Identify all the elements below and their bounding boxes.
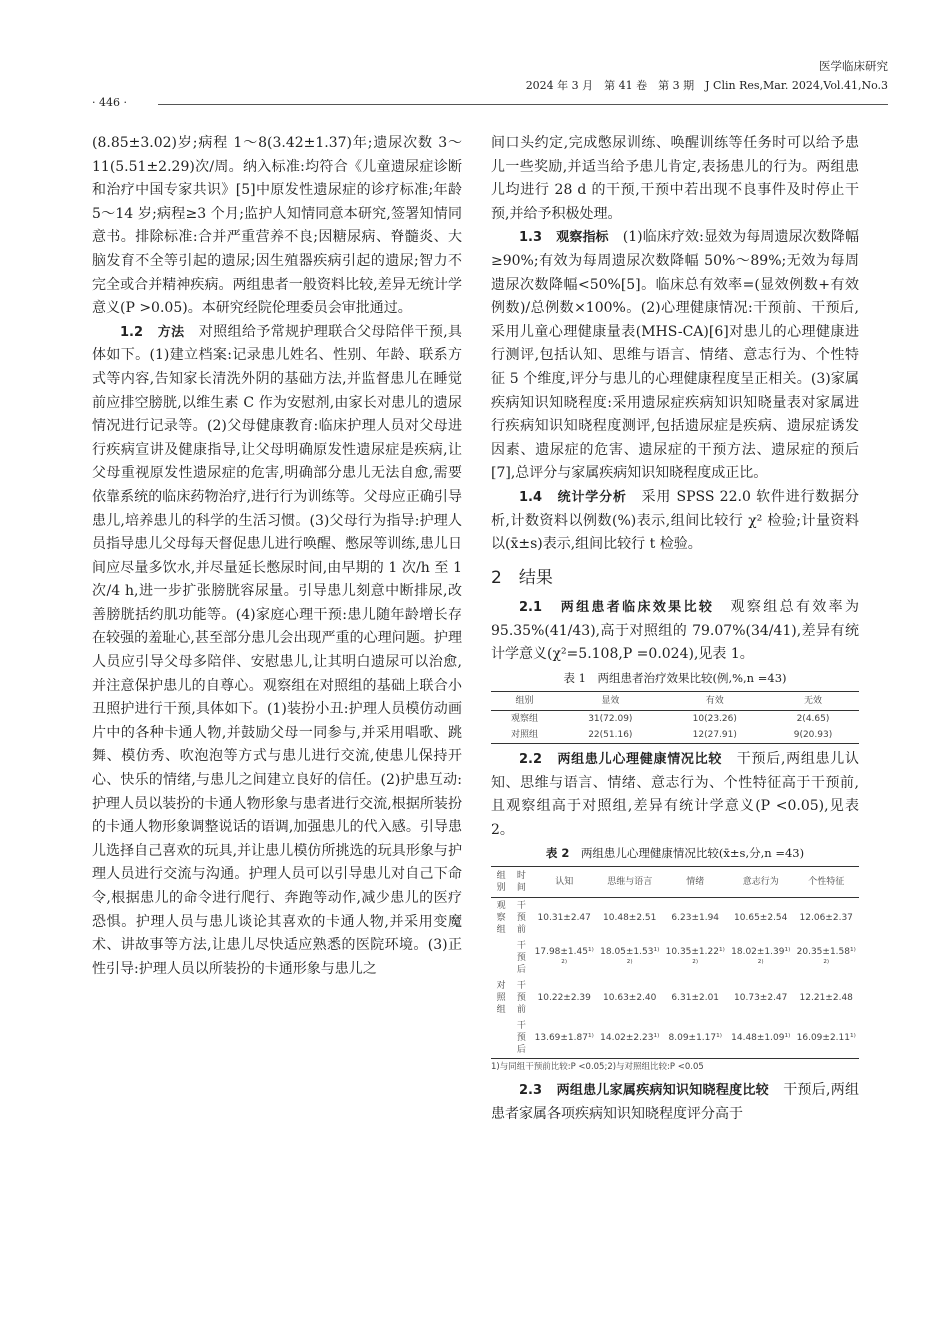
- section-number: 2.3: [519, 1083, 543, 1099]
- running-header: [526, 56, 888, 96]
- page-number: · 446 ·: [92, 96, 127, 109]
- table-cell: 18.05±1.53¹⁾²⁾: [600, 947, 660, 970]
- table-row: [491, 727, 859, 744]
- section-heading: 两组患儿家属疾病知识知晓程度比较: [556, 1083, 769, 1099]
- table-header-cell: 情绪: [662, 867, 728, 898]
- table-cell: 16.09±2.11¹⁾: [793, 1018, 859, 1059]
- table-cell: 10.63±2.40: [603, 993, 657, 1004]
- table-cell: 观察组: [511, 714, 539, 725]
- table-cell: 31(72.09): [588, 714, 633, 725]
- table2: [491, 866, 859, 1059]
- table-cell: 干预前: [516, 901, 526, 936]
- table-header-cell: 无效: [767, 692, 859, 711]
- table-cell: 观察组: [496, 901, 506, 936]
- table-header-cell: 思维与语言: [597, 867, 663, 898]
- table-cell: 17.98±1.45¹⁾²⁾: [534, 947, 594, 970]
- table-cell: 14.48±1.09¹⁾: [728, 1018, 794, 1059]
- methods-text: 对照组给予常规护理联合父母陪伴干预,具体如下。(1)建立档案:记录患儿姓名、性别、年龄、联系方式等内容,告知家长清洗外阴的基础方法,并监督患儿在睡觉前应排空膀胱,以维生素 C 作为安慰剂,由家长对患儿的遗尿情况进行记录等。(2)父母健康教育:临床护理人员对父母进行疾病宣讲及健康指导,让父母明确原发性遗尿症是疾病,让父母重视原发性遗尿症的危害,明确部分患儿无法自愈,需要依靠系统的临床药物治疗,进行行为训练等。父母应正确引导患儿,培养患儿的科学的生活习惯。(3)父母行为指导:护理人员指导患儿父母每天督促患儿进行唤醒、憋尿等训练,患儿日间应尽量多饮水,并尽量延长憋尿时间,由早期的 1 次/h 至 1 次/4 h,进一步扩张膀胱容尿量。引导患儿刻意中断排尿,改善膀胱括约肌功能等。(4)家庭心理干预:患儿随年龄增长存在较强的羞耻心,甚至部分患儿会出现严重的心理问题。护理人员应引导父母多陪伴、安慰患儿,让其明白遗尿可以治愈,并注意保护患儿的自尊心。观察组在对照组的基础上联合小丑照护进行干预,具体如下。(1)装扮小丑:护理人员模仿动画片中的各种卡通人物,并鼓励父母一同参与,并采用唱歌、跳舞、模仿秀、吹泡泡等方式与患儿进行交流,使患儿保持开心、快乐的情绪,与患儿之间建立良好的信任。(2)护患互动:护理人员以装扮的卡通人物形象与患者进行交流,根据所装扮的卡通人物形象调整说话的语调,加强患儿的代入感。引导患儿选择自己喜欢的玩具,并让患儿模仿所挑选的玩具形象与护理人员进行交流与沟通。护理人员可以引导患儿对自己下命令,根据患儿的命令进行爬行、奔跑等动作,减少患儿的医疗恐惧。护理人员与患儿谈论其喜欢的卡通人物,并采用变魔术、讲故事等方法,让患儿尽快适应熟悉的医院环境。(3)正性引导:护理人员以所装扮的卡通形象与患儿之: [92, 323, 463, 977]
- table2-footnote: 1)与同组干预前比较:P <0.05;2)与对照组比较:P <0.05: [491, 1062, 704, 1073]
- section-heading: 统计学分析: [557, 489, 627, 505]
- table-cell: 6.23±1.94: [671, 913, 720, 924]
- table-cell: 对照组: [496, 981, 506, 1016]
- table-row: [491, 938, 859, 978]
- issue-info: 2024 年 3 月 第 41 卷 第 3 期 J Clin Res,Mar. 2024,Vol.41,No.3: [525, 79, 888, 92]
- section-number: 2.2: [519, 752, 543, 768]
- indicators-text: (1)临床疗效:显效为每周遗尿次数降幅≥90%;有效为每周遗尿次数降幅 50%～89%;无效为每周遗尿次数降幅<50%[5]。临床总有效率=(显效例数+有效例数)/总例数×100%。(2)心理健康情况:干预前、干预后,采用儿童心理健康量表(MHS-CA)[6]对患儿的心理健康进行测评,包括认知、思维与语言、情绪、意志行为、个性特征 5 个维度,评分与患儿的心理健康程度呈正相关。(3)家属疾病知识知晓程度:采用遗尿症疾病知识知晓量表对家属进行疾病知识知晓程度测评,包括遗尿症是疾病、遗尿症诱发因素、遗尿症的危害、遗尿症的干预方法、遗尿症的预后[7],总评分与家属疾病知识知晓程度成正比。: [491, 229, 859, 482]
- table2-label: 表 2: [545, 846, 570, 861]
- table-cell: 干预后: [516, 941, 526, 976]
- section-heading: 两组患者临床效果比较: [560, 600, 715, 616]
- table-cell: 12.21±2.48: [799, 993, 853, 1004]
- table-header-cell: 组别: [491, 867, 511, 898]
- right-column: [491, 132, 859, 1127]
- table-cell: 13.69±1.87¹⁾: [531, 1018, 597, 1059]
- table-cell: 2(4.65): [796, 714, 830, 725]
- section-heading: 观察指标: [556, 230, 609, 246]
- table-cell: 18.02±1.39¹⁾²⁾: [731, 947, 791, 970]
- table-row: [491, 1018, 859, 1059]
- table-cell: 10.31±2.47: [537, 913, 591, 924]
- table-cell: 12.06±2.37: [799, 913, 853, 924]
- table-header-row: [491, 867, 859, 898]
- results-heading: 2 结果: [491, 567, 553, 588]
- table-cell: 10.48±2.51: [603, 913, 657, 924]
- section-number: 2.1: [519, 600, 543, 616]
- section-heading: 两组患儿心理健康情况比较: [557, 752, 723, 768]
- table-cell: 10.73±2.47: [734, 993, 788, 1004]
- section-number: 1.3: [519, 230, 543, 246]
- result-2-2-text: 干预后,两组患儿认知、思维与语言、情绪、意志行为、个性特征高于干预前,且观察组高于对照组,差异有统计学意义(P <0.05),见表 2。: [491, 751, 859, 838]
- table-row: [491, 978, 859, 1018]
- paragraph-result-2-2: [491, 748, 859, 842]
- table1-caption: 表 1 两组患者治疗效果比较(例,%,n =43): [563, 671, 787, 686]
- table-row: [491, 711, 859, 728]
- paragraph-result-2-1: [491, 596, 859, 667]
- journal-name: 医学临床研究: [819, 59, 888, 73]
- table-cell: 对照组: [491, 727, 558, 744]
- paragraph-indicators: [491, 226, 859, 486]
- table-cell: 干预前: [516, 981, 526, 1016]
- table-header-cell: 显效: [558, 692, 662, 711]
- table-header-cell: 组别: [491, 692, 558, 711]
- table-cell: 8.09±1.17¹⁾: [662, 1018, 728, 1059]
- table-cell: 12(27.91): [663, 727, 767, 744]
- table-cell: 22(51.16): [558, 727, 662, 744]
- result-2-1-text: 观察组总有效率为 95.35%(41/43),高于对照组的 79.07%(34/41),差异有统计学意义(χ²=5.108,P =0.024),见表 1。: [491, 599, 860, 663]
- table-header-cell: 意志行为: [728, 867, 794, 898]
- paragraph-result-2-3: [491, 1079, 859, 1126]
- table-cell: 20.35±1.58¹⁾²⁾: [796, 947, 856, 970]
- table-cell: 10.65±2.54: [734, 913, 788, 924]
- table-header-row: [491, 692, 859, 711]
- table2-caption: [491, 844, 859, 862]
- table-header-cell: 有效: [663, 692, 767, 711]
- paragraph-methods: [92, 321, 462, 982]
- table-header-cell: 时间: [511, 867, 531, 898]
- section-heading: 方法: [157, 324, 185, 340]
- paragraph-continuation: 间口头约定,完成憋尿训练、唤醒训练等任务时可以给予患儿一些奖励,并适当给予患儿肯定,表扬患儿的行为。两组患儿均进行 28 d 的干预,干预中若出现不良事件及时停止干预,并给予积极处理。: [491, 135, 859, 222]
- left-column: [92, 132, 462, 981]
- table-cell: 9(20.93): [767, 727, 859, 744]
- table-cell: 14.02±2.23¹⁾: [597, 1018, 663, 1059]
- table-header-cell: 认知: [531, 867, 597, 898]
- table-cell: 10.35±1.22¹⁾²⁾: [665, 947, 725, 970]
- statistics-text: 采用 SPSS 22.0 软件进行数据分析,计数资料以例数(%)表示,组间比较行 χ² 检验;计量资料以(x̄±s)表示,组间比较行 t 检验。: [491, 488, 860, 553]
- table-cell: [491, 938, 511, 978]
- paragraph-inclusion: (8.85±3.02)岁;病程 1～8(3.42±1.37)年;遗尿次数 3～11(5.51±2.29)次/周。纳入标准:均符合《儿童遗尿症诊断和治疗中国专家共识》[5]中原发性遗尿症的诊疗标准;年龄 5～14 岁;病程≥3 个月;监护人知情同意本研究,签署知情同意书。排除标准:合并严重营养不良;因糖尿病、脊髓炎、大脑发育不全等引起的遗尿;因生殖器疾病引起的遗尿;智力不完全或合并精神疾病。两组患者一般资料比较,差异无统计学意义(P >0.05)。本研究经院伦理委员会审批通过。: [92, 135, 462, 317]
- table-cell: 6.31±2.01: [671, 993, 720, 1004]
- table2-title: 两组患儿心理健康情况比较(x̄±s,分,n =43): [580, 846, 805, 861]
- section-number: 1.4: [519, 489, 543, 505]
- header-rule: [158, 104, 888, 105]
- table-header-cell: 个性特征: [793, 867, 859, 898]
- result-2-3-text: 干预后,两组患者家属各项疾病知识知晓程度评分高于: [491, 1082, 860, 1123]
- table-cell: [491, 1018, 511, 1059]
- table-cell: 干预后: [511, 1018, 531, 1059]
- table1: [491, 691, 859, 744]
- section-number: 1.2: [120, 324, 144, 340]
- table-cell: 10.22±2.39: [537, 993, 591, 1004]
- table-row: [491, 898, 859, 939]
- paragraph-statistics: [491, 486, 859, 557]
- table-cell: 10(23.26): [692, 714, 737, 725]
